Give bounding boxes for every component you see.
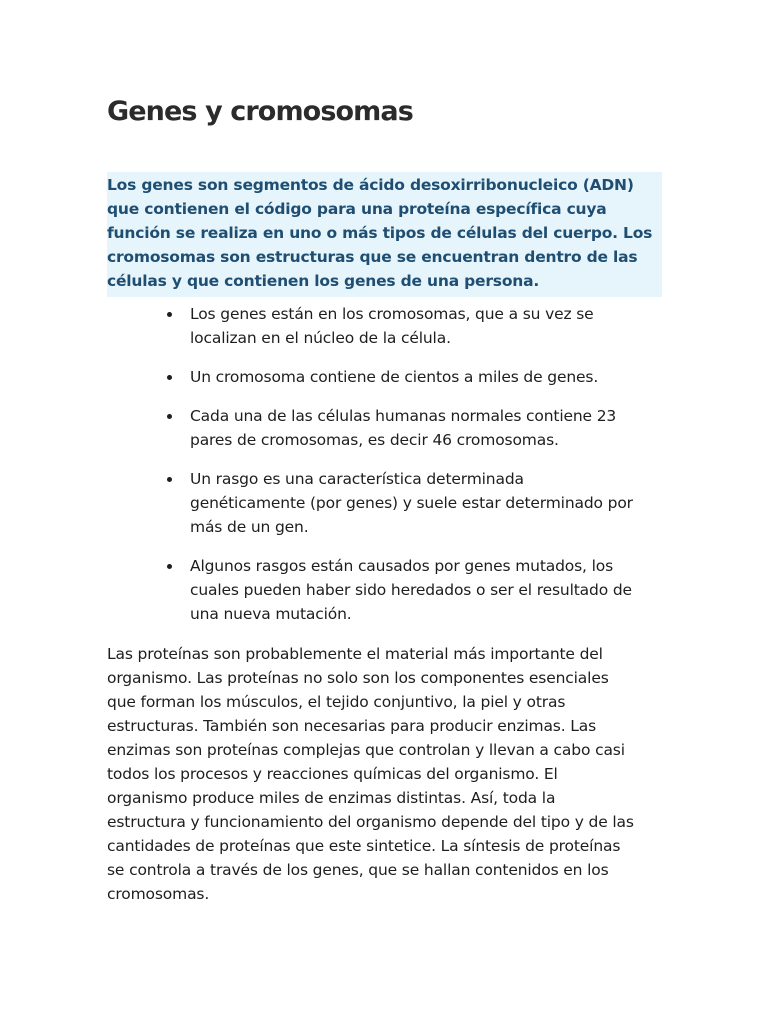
list-item-line: Los genes están en los cromosomas, que a su vez se — [190, 305, 594, 323]
summary-line: que contienen el código para una proteína específica cuya — [107, 200, 607, 218]
paragraph-line: estructura y funcionamiento del organismo depende del tipo y de las — [107, 813, 634, 831]
bullet-icon — [167, 477, 172, 482]
paragraph-line: cromosomas. — [107, 885, 210, 903]
list-item-line: localizan en el núcleo de la célula. — [190, 329, 451, 347]
bullet-icon — [167, 564, 172, 569]
list-item — [107, 467, 663, 539]
bullet-icon — [167, 414, 172, 419]
summary-line: células y que contienen los genes de una persona. — [107, 272, 540, 290]
summary-line: función se realiza en uno o más tipos de células del cuerpo. Los — [107, 224, 653, 242]
paragraph-line: estructuras. También son necesarias para producir enzimas. Las — [107, 717, 597, 735]
summary-box — [107, 172, 662, 297]
summary-line: cromosomas son estructuras que se encuentran dentro de las — [107, 248, 638, 266]
paragraph-line: se controla a través de los genes, que se hallan contenidos en los — [107, 861, 609, 879]
body-paragraph — [107, 642, 663, 906]
list-item — [107, 554, 663, 626]
list-item-line: genéticamente (por genes) y suele estar determinado por — [190, 494, 633, 512]
bullet-icon — [167, 312, 172, 317]
paragraph-line: que forman los músculos, el tejido conjuntivo, la piel y otras — [107, 693, 566, 711]
list-item-line: Un cromosoma contiene de cientos a miles de genes. — [190, 368, 599, 386]
list-item-line: más de un gen. — [190, 518, 309, 536]
list-item-line: Un rasgo es una característica determinada — [190, 470, 524, 488]
paragraph-line: cantidades de proteínas que este sintetice. La síntesis de proteínas — [107, 837, 621, 855]
list-item — [107, 302, 663, 350]
list-item-line: una nueva mutación. — [190, 605, 352, 623]
paragraph-line: Las proteínas son probablemente el material más importante del — [107, 645, 603, 663]
list-item — [107, 404, 663, 452]
bullet-list — [107, 302, 663, 641]
summary-line: Los genes son segmentos de ácido desoxirribonucleico (ADN) — [107, 176, 634, 194]
page-title: Genes y cromosomas — [107, 96, 413, 127]
list-item-line: cuales pueden haber sido heredados o ser el resultado de — [190, 581, 632, 599]
paragraph-line: todos los procesos y reacciones químicas del organismo. El — [107, 765, 558, 783]
list-item-line: Cada una de las células humanas normales contiene 23 — [190, 407, 617, 425]
paragraph-line: enzimas son proteínas complejas que controlan y llevan a cabo casi — [107, 741, 625, 759]
paragraph-line: organismo produce miles de enzimas distintas. Así, toda la — [107, 789, 556, 807]
paragraph-line: organismo. Las proteínas no solo son los componentes esenciales — [107, 669, 609, 687]
bullet-icon — [167, 375, 172, 380]
list-item — [107, 365, 663, 389]
list-item-line: pares de cromosomas, es decir 46 cromosomas. — [190, 431, 559, 449]
list-item-line: Algunos rasgos están causados por genes mutados, los — [190, 557, 614, 575]
